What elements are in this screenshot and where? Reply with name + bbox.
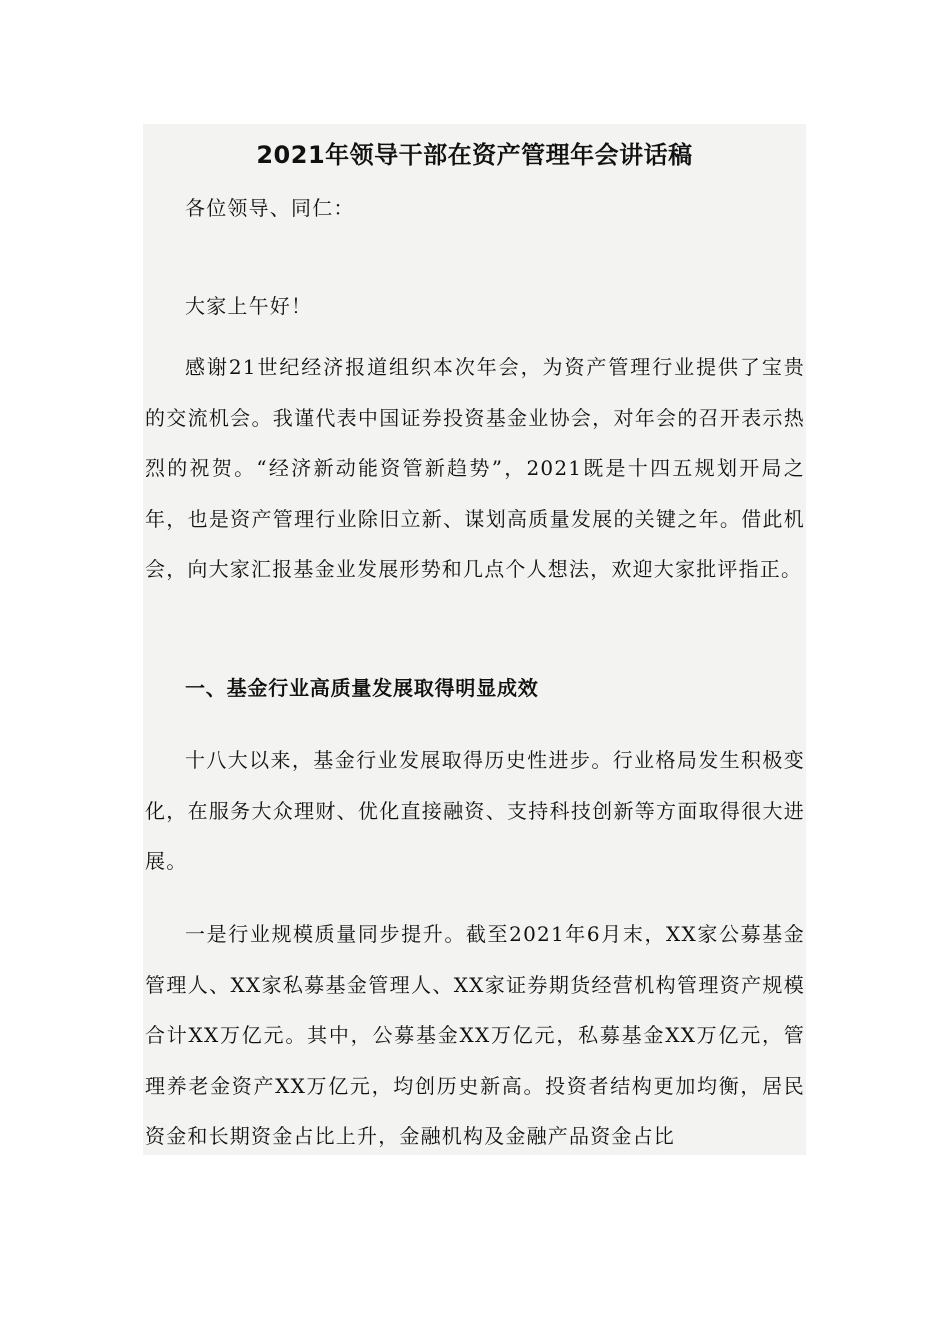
greeting-paragraph: 各位领导、同仁： [185,196,355,220]
document-title: 2021年领导干部在资产管理年会讲话稿 [256,141,693,169]
section-paragraph: 十八大以来，基金行业发展取得历史性进步。行业格局发生积极变化，在服务大众理财、优化直接融资、支持科技创新等方面取得很大进展。 [145,748,805,874]
section-paragraph: 一是行业规模质量同步提升。截至2021年6月末，XX家公募基金管理人、XX家私募基金管理人、XX家证券期货经营机构管理资产规模合计XX万亿元。其中，公募基金XX万亿元，私募基金XX万亿元，管理养老金资产XX万亿元，均创历史新高。投资者结构更加均衡，居民资金和长期资金占比上升，金融机构及金融产品资金占比 [145,922,805,1149]
salutation-paragraph: 大家上午好！ [185,294,313,318]
section-heading: 一、基金行业高质量发展取得明显成效 [185,676,539,700]
document-page [143,124,806,1155]
intro-paragraph: 感谢21世纪经济报道组织本次年会，为资产管理行业提供了宝贵的交流机会。我谨代表中国证券投资基金业协会，对年会的召开表示热烈的祝贺。“经济新动能资管新趋势”，2021既是十四五规划开局之年，也是资产管理行业除旧立新、谋划高质量发展的关键之年。借此机会，向大家汇报基金业发展形势和几点个人想法，欢迎大家批评指正。 [145,355,805,582]
